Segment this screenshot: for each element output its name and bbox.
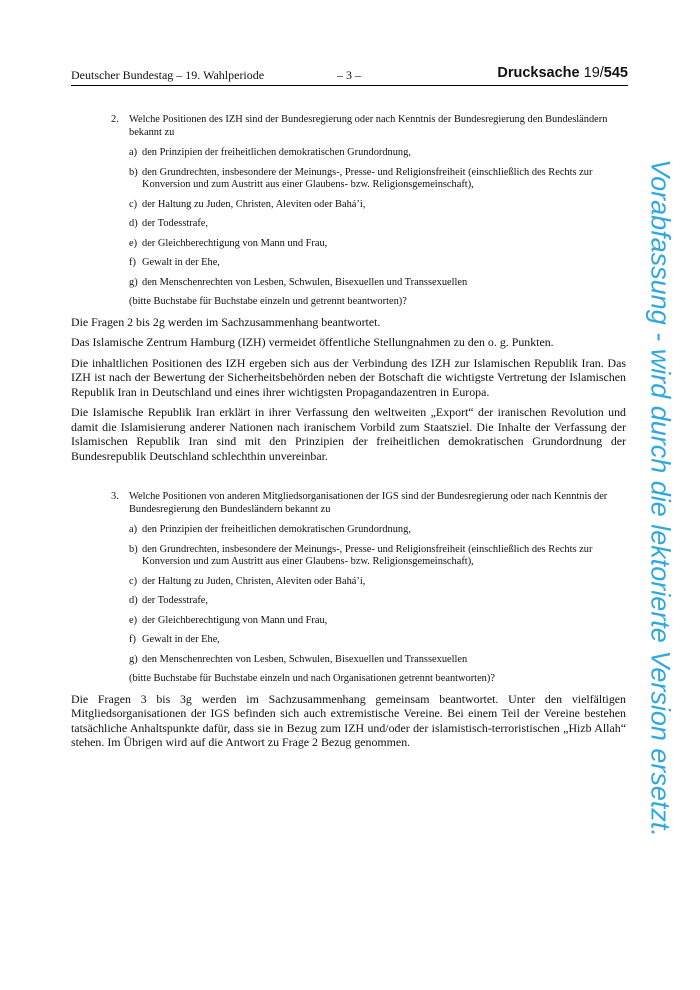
sub-item bbox=[129, 147, 626, 160]
sub-item bbox=[129, 634, 626, 647]
question-note: (bitte Buchstabe für Buchstabe einzeln und nach Organisationen getrennt beantworten)? bbox=[129, 673, 495, 684]
sub-item-letter: g) bbox=[129, 276, 138, 288]
header-page-number: – 3 – bbox=[337, 68, 361, 82]
drucksache-prefix: 19/ bbox=[583, 65, 604, 81]
sub-item-letter: e) bbox=[129, 237, 138, 249]
sub-item-letter: f) bbox=[129, 257, 136, 268]
sub-item-text: den Menschenrechten von Lesben, Schwulen, Bisexuellen und Transsexuellen bbox=[142, 653, 468, 665]
question-2 bbox=[71, 114, 626, 309]
question-text: Welche Positionen von anderen Mitgliedsorganisationen der IGS sind der Bundesregierung oder nach Kenntnis der Bundesregierung den Bundesländern bekannt zu bbox=[129, 491, 608, 515]
sub-item bbox=[129, 576, 626, 589]
sub-item bbox=[129, 277, 626, 290]
sub-item-letter: a) bbox=[129, 524, 138, 535]
sub-item bbox=[129, 524, 626, 537]
sub-item-text: den Grundrechten, insbesondere der Meinungs-, Presse- und Religionsfreiheit (einschließlich des Rechts zur Konversion und zum Austritt aus einer Glaubens- bzw. Religionsgemeinschaft), bbox=[142, 543, 593, 567]
sub-item bbox=[129, 654, 626, 667]
sub-item-letter: c) bbox=[129, 575, 138, 587]
draft-watermark bbox=[646, 108, 674, 888]
answer-paragraph: Das Islamische Zentrum Hamburg (IZH) vermeidet öffentliche Stellungnahmen zu den o. g. Punkten. bbox=[71, 335, 554, 349]
sub-item-letter: d) bbox=[129, 595, 138, 606]
drucksache-number: 545 bbox=[603, 65, 628, 81]
sub-item-text: den Menschenrechten von Lesben, Schwulen, Bisexuellen und Transsexuellen bbox=[142, 276, 468, 288]
sub-item-text: den Prinzipien der freiheitlichen demokratischen Grundordnung, bbox=[142, 147, 411, 158]
page-body bbox=[71, 114, 626, 756]
question-number: 2. bbox=[111, 114, 119, 125]
sub-item bbox=[129, 167, 626, 192]
answer-paragraph: Die Fragen 3 bis 3g werden im Sachzusammenhang gemeinsam beantwortet. Unter den vielfältigen Mitgliedsorganisationen der IGS befinden sich auch extremistische Vereine. Bei einem Teil der Vereine bestehen tatsächliche Anhaltspunkte dafür, dass sie in Bezug zum IZH und/oder der islamistisch-terroristischen „Hizb Allah“ stehen. Im Übrigen wird auf die Antwort zu Frage 2 Bezug genommen. bbox=[71, 691, 626, 749]
question-3 bbox=[71, 491, 626, 686]
sub-item bbox=[129, 238, 626, 251]
sub-item bbox=[129, 257, 626, 270]
question-note: (bitte Buchstabe für Buchstabe einzeln und getrennt beantworten)? bbox=[129, 296, 407, 307]
sub-item-text: Gewalt in der Ehe, bbox=[142, 257, 220, 268]
sub-item-letter: e) bbox=[129, 614, 138, 626]
sub-item bbox=[129, 544, 626, 569]
page-header bbox=[71, 66, 628, 86]
sub-item-letter: d) bbox=[129, 218, 138, 229]
answer-paragraph: Die Islamische Republik Iran erklärt in ihrer Verfassung den weltweiten „Export“ der iranischen Revolution und damit die Islamisierung anderer Nationen nach iranischem Vorbild zum Staatsziel. Die Inhalte der Verfassung der Islamischen Republik Iran sind mit den Prinzipien der freiheitlichen demokratischen Grundordnung der Bundesrepublik Deutschland schlechthin unvereinbar. bbox=[71, 405, 626, 463]
section-spacer bbox=[71, 469, 626, 491]
sub-item-text: den Prinzipien der freiheitlichen demokratischen Grundordnung, bbox=[142, 524, 411, 535]
sub-item-letter: g) bbox=[129, 653, 138, 665]
watermark-text: Vorabfassung - wird durch die lektorierte Version ersetzt. bbox=[645, 159, 676, 837]
sub-item bbox=[129, 199, 626, 212]
sub-item-text: der Todesstrafe, bbox=[142, 218, 209, 229]
sub-item-letter: b) bbox=[129, 166, 138, 178]
sub-item-text: der Haltung zu Juden, Christen, Aleviten oder Bahá’i, bbox=[142, 575, 366, 587]
question-number: 3. bbox=[111, 491, 119, 502]
sub-item bbox=[129, 595, 626, 608]
sub-item-letter: a) bbox=[129, 147, 138, 158]
sub-item-text: Gewalt in der Ehe, bbox=[142, 634, 220, 645]
question-text: Welche Positionen des IZH sind der Bundesregierung oder nach Kenntnis der Bundesregierung den Bundesländern bekannt zu bbox=[129, 114, 608, 138]
sub-item-letter: f) bbox=[129, 634, 136, 645]
header-parliament: Deutscher Bundestag – 19. Wahlperiode bbox=[71, 68, 265, 82]
sub-item-letter: c) bbox=[129, 198, 138, 210]
sub-item-text: den Grundrechten, insbesondere der Meinungs-, Presse- und Religionsfreiheit (einschließlich des Rechts zur Konversion und zum Austritt aus einer Glaubens- bzw. Religionsgemeinschaft), bbox=[142, 166, 593, 190]
sub-item-text: der Todesstrafe, bbox=[142, 595, 209, 606]
header-drucksache bbox=[497, 65, 628, 81]
sub-item bbox=[129, 218, 626, 231]
answer-paragraph: Die Fragen 2 bis 2g werden im Sachzusammenhang beantwortet. bbox=[71, 314, 381, 329]
answer-paragraph: Die inhaltlichen Positionen des IZH ergeben sich aus der Verbindung des IZH zur Islamischen Republik Iran. Das IZH ist nach der Bewertung der Sicherheitsbehörden neben der Botschaft die wichtigste Vertretung der Islamischen Republik Iran in Deutschland und eines ihrer wichtigsten Propagandazentren in Europa. bbox=[71, 355, 626, 399]
sub-item-letter: b) bbox=[129, 543, 138, 555]
sub-item-text: der Gleichberechtigung von Mann und Frau, bbox=[142, 614, 328, 626]
drucksache-label: Drucksache bbox=[497, 65, 580, 81]
sub-item-text: der Haltung zu Juden, Christen, Aleviten oder Bahá’i, bbox=[142, 198, 366, 210]
sub-item bbox=[129, 615, 626, 628]
sub-item-text: der Gleichberechtigung von Mann und Frau, bbox=[142, 237, 328, 249]
